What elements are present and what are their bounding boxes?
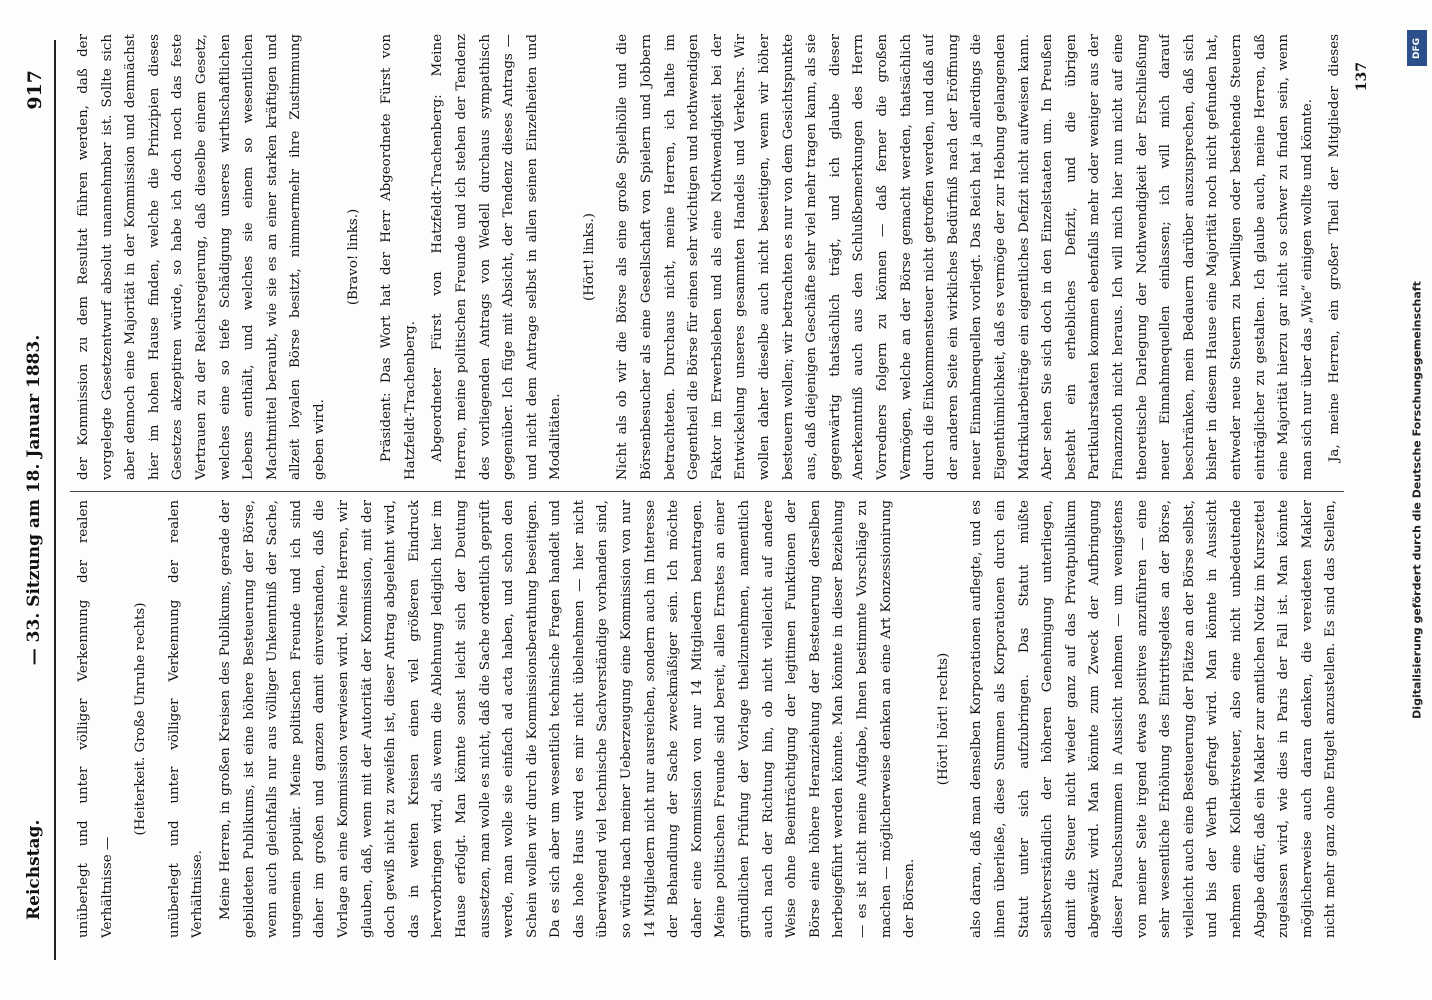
page-header <box>14 40 56 960</box>
digitization-credit: Digitalisierung gefördert durch die Deutsche Forschungsgemeinschaft <box>1410 281 1424 719</box>
paragraph: Nicht als ob wir die Börse als eine große Spielhölle und die Börsenbesucher als eine Gesellschaft von Spielern und Jobbern betrachteten. Durchaus nicht, meine Herren, ich halte im Gegentheil die Börse für einen sehr wichtigen und nothwendigen Faktor im Erwerbsleben und als eine Nothwendigkeit bei der Entwickelung unseres gesammten Handels und Verkehrs. Wir wollen daher dieselbe auch nicht beseitigen, wenn wir höher besteuern wollen; wir betrachten es nur von dem Gesichtspunkte aus, daß diejenigen Geschäfte sehr viel mehr tragen kann, als sie gegenwärtig thatsächlich trägt, und ich glaube dieser Anerkenntniß auch aus den Schlußbemerkungen des Herrn Vorredners folgern zu können — daß ferner die großen Vermögen, welche an der Börse gemacht werden, thatsächlich durch die Einkommensteuer nicht getroffen werden, und daß auf der anderen Seite ein wirkliches Bedürfniß nach der Eröffnung neuer Einnahmequellen vorliegt. Das Reich hat ja allerdings die Eigenthümlichkeit, daß es vermöge der zur Hebung gelangenden Matrikularbeiträge ein eigentliches Defizit nicht aufweisen kann. Aber sehen Sie sich doch in den Einzelstaaten um. In Preußen besteht ein erhebliches Defizit, und die übrigen Partikularstaaten kommen ebenfalls mehr oder weniger aus der Finanznoth nicht heraus. Ich will mich hier nun nicht auf eine theoretische Darlegung der Nothwendigkeit der Erschließung neuer Einnahmequellen einlassen; ich will mich darauf beschränken, mein Bedauern darüber auszusprechen, daß sich bisher in diesem Hause eine Majorität noch nicht gefunden hat, entweder neue Steuern zu bewilligen oder bestehende Steuern einträglicher zu gestalten. Ich glaube auch, meine Herren, daß eine Majorität hierzu gar nicht so schwer zu finden sein, wenn man sich nur über das „Wie“ einigen wollte und könnte. <box>615 34 1315 480</box>
dfg-logo: DFG <box>1407 30 1427 66</box>
paragraph: unüberlegt und unter völliger Verkennung der realen Verhältnisse — <box>76 500 115 938</box>
interjection: (Bravo! links.) <box>345 208 361 306</box>
paragraph: also daran, daß man denselben Korporationen auflegte, und es ihnen überließe, diese Summen als Korporationen durch ein Statut unter sich aufzubringen. Das Statut müßte selbstverständlich der höheren Genehmigung unterliegen, damit die Steuer nicht wieder ganz auf das Privatpublikum abgewälzt wird. Man könnte zum Zweck der Aufbringung dieser Pauschsummen in Aussicht nehmen — um wenigstens von meiner Seite irgend etwas positives anzuführen — eine sehr wesentliche Erhöhung des Eintrittsgeldes an der Börse, vielleicht auch eine Besteuerung der Plätze an der Börse selbst, und bis der Werth gefragt wird. Man könnte in Aussicht nehmen eine Kollektivsteuer, also eine nicht unbedeutende Abgabe dafür, daß ein Makler zur amtlichen Notiz im Kurszettel zugelassen wird, wie dies in Paris der Fall ist. Man könnte möglicherweise auch daran denken, die vereideten Makler nicht mehr ganz ohne Entgelt anzustellen. Es sind das Stellen, <box>969 500 1339 938</box>
header-page-number: 917 <box>24 70 46 110</box>
digitization-note <box>1406 30 1428 970</box>
text-column-right <box>72 34 1342 480</box>
interjection: (Hört! links.) <box>581 212 597 302</box>
header-session-date: — 33. Sitzung am 18. Januar 1883. <box>24 334 44 666</box>
paragraph: Abgeordneter Fürst von Hatzfeldt-Trachenberg: Meine Herren, meine politischen Freunde und ich stehen der Tendenz des vorliegenden Antrags von Wedell durchaus sympathisch gegenüber. Ich füge mit Absicht, der Tendenz dieses Antrags — und nicht dem Antrage selbst in allen seinen Einzelheiten und Modalitäten. <box>430 34 564 480</box>
interjection: (Hört! hört! rechts) <box>935 652 951 786</box>
sheet-number: 137 <box>1354 62 1370 92</box>
column-divider <box>70 491 1344 492</box>
interjection: (Heiterkeit. Große Unruhe rechts) <box>133 602 149 836</box>
text-column-left <box>72 500 1342 938</box>
paragraph: unüberlegt und unter völliger Verkennung der realen Verhältnisse. <box>166 500 206 938</box>
paragraph: Präsident: Das Wort hat der Herr Abgeordnete Fürst von Hatzfeldt-Trachenberg. <box>379 34 418 480</box>
paragraph: der Kommission zu dem Resultat führen werden, daß der vorgelegte Gesetzentwurf absolut unannehmbar ist. Sollte sich aber dennoch eine Majorität in der Kommission und demnächst hier im hohen Hause finden, welche die Prinzipien dieses Gesetzes akzeptiren würde, so habe ich doch noch das feste Vertrauen zu der Reichsregierung, daß dieselbe einem Gesetz, welches eine so tiefe Schädigung unseres wirthschaftlichen Lebens enthält, und welches sie einem so wesentlichen Machtmittel beraubt, wie sie es an einer starken kräftigen und allzeit loyalen Börse besitzt, nimmermehr ihre Zustimmung geben wird. <box>76 34 327 480</box>
paragraph: Meine Herren, in großen Kreisen des Publikums, gerade der gebildeten Publikums, ist eine höhere Besteuerung der Börse, wenn auch gleichfalls nur aus völliger Unkenntniß der Sache, ungemein populär. Meine politischen Freunde und ich sind daher im großen und ganzen damit einverstanden, daß die Vorlage an eine Kommission verwiesen wird. Meine Herren, wir glauben, daß, wenn mit der Autorität der Kommission, mit der doch gewiß nicht zu zweifeln ist, dieser Antrag abgelehnt wird, das in weiten Kreisen einen viel größeren Eindruck hervorbringen wird, als wenn die Ablehnung lediglich hier im Hause erfolgt. Man könnte sonst leicht sich der Deutung aussetzen, man wolle es nicht, daß die Sache ordentlich geprüft werde, man wolle sie einfach ad acta haben, und schon den Schein wollen wir durch die Kommissionsberathung beseitigen. Da es sich aber um wesentlich technische Fragen handelt und das hohe Haus wird es mir nicht übelnehmen — hier nicht überwiegend viel technische Sachverständige vorhanden sind, so würde nach meiner Ueberzeugung eine Kommission von nur 14 Mitgliedern nicht nur ausreichen, sondern auch im Interesse der Behandlung der Sache zweckmäßiger sein. Ich möchte daher eine Kommission von nur 14 Mitgliedern beantragen. Meine politischen Freunde sind bereit, allen Ernstes an einer gründlichen Prüfung der Vorlage theilzunehmen, namentlich auch nach der Richtung hin, ob nicht vielleicht auf andere Weise ohne Beeinträchtigung der legitimen Funktionen der Börse eine höhere Heranziehung der Besteuerung derselben herbeigeführt werden könnte. Man könnte in dieser Beziehung — es ist nicht meine Aufgabe, Ihnen bestimmte Vorschläge zu machen — möglicherweise denken an eine Art Konzessionirung der Börsen. <box>217 500 918 938</box>
paragraph: Ja, meine Herren, ein großer Theil der Mitglieder dieses <box>1327 34 1342 462</box>
header-chamber: Reichstag. <box>24 819 44 920</box>
